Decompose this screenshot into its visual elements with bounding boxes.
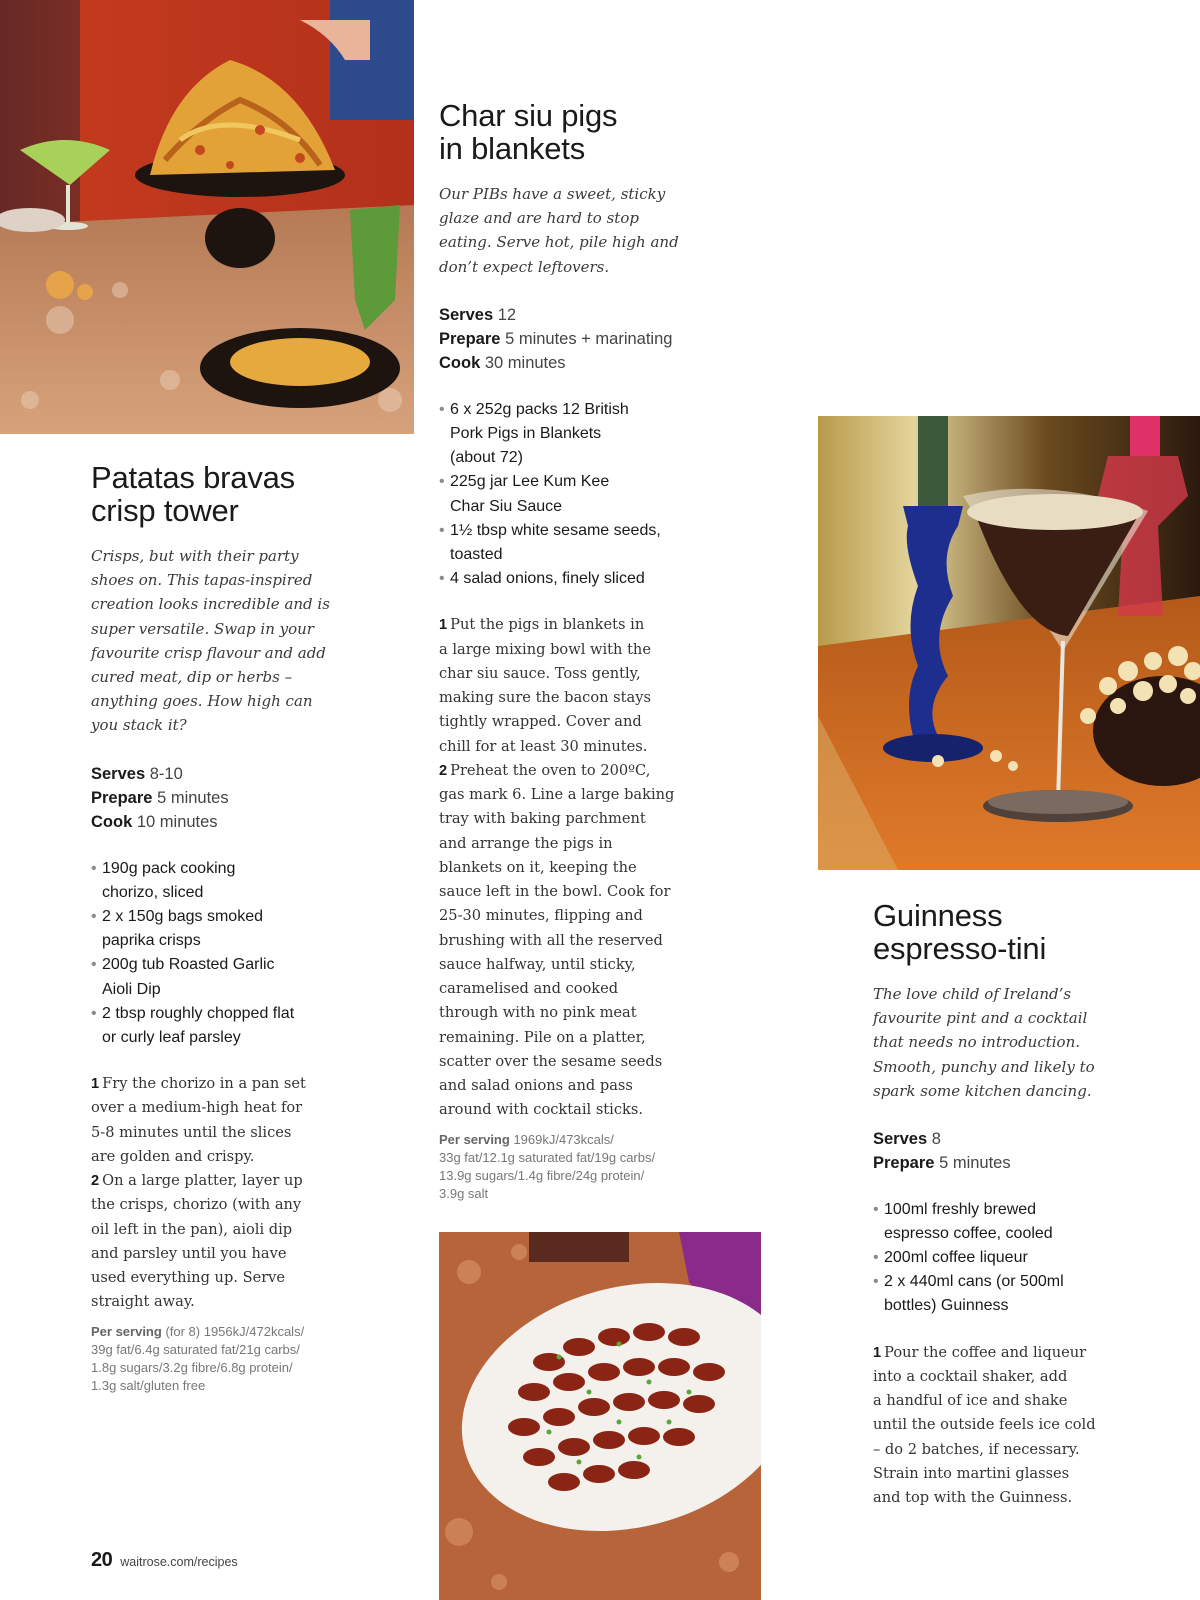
title-line: crisp tower: [91, 493, 239, 528]
cook-label: Cook: [91, 813, 133, 832]
ingredient-line: 2 tbsp roughly chopped flat: [102, 1004, 295, 1022]
recipe-guinness-espresso-tini: [873, 899, 1193, 1510]
cook-value: 10 minutes: [136, 813, 218, 832]
ingredient-item: [439, 470, 759, 518]
step-line: Pour the coffee and liqueur: [884, 1343, 1087, 1361]
ingredient-line: 100ml freshly brewed: [884, 1200, 1037, 1218]
step-line: the crisps, chorizo (with any: [91, 1196, 302, 1214]
ingredient-item: [439, 398, 759, 471]
step-line: and arrange the pigs in: [439, 834, 613, 852]
ingredient-item: [91, 857, 411, 905]
prepare-value: 5 minutes: [939, 1154, 1011, 1173]
step-line: sauce left in the bowl. Cook for: [439, 883, 671, 901]
nutrition-line: (for 8) 1956kJ/472kcals/: [161, 1323, 305, 1339]
ingredient-line: toasted: [450, 545, 503, 563]
ingredient-line: 4 salad onions, finely sliced: [450, 570, 645, 588]
step-line: char siu sauce. Toss gently,: [439, 664, 641, 682]
step-number: 1: [91, 1076, 100, 1093]
step-line: scatter over the sesame seeds: [439, 1052, 663, 1070]
step-line: – do 2 batches, if necessary.: [873, 1440, 1080, 1458]
step-line: over a medium-high heat for: [91, 1099, 303, 1117]
method-steps: [873, 1341, 1193, 1511]
nutrition-label: Per serving: [439, 1131, 510, 1147]
recipe-meta: [91, 762, 411, 835]
ingredient-line: chorizo, sliced: [102, 883, 204, 901]
method-step: [439, 613, 759, 759]
crisp-tower-photo: [0, 0, 414, 434]
step-line: On a large platter, layer up: [102, 1172, 303, 1190]
nutrition-line: 39g fat/6.4g saturated fat/21g carbs/: [91, 1341, 300, 1357]
ingredient-item: [91, 905, 411, 953]
step-line: a large mixing bowl with the: [439, 640, 651, 658]
step-line: 25-30 minutes, flipping and: [439, 907, 643, 925]
step-line: around with cocktail sticks.: [439, 1101, 643, 1119]
ingredient-item: [439, 567, 759, 591]
ingredient-line: paprika crisps: [102, 932, 201, 950]
step-line: chill for at least 30 minutes.: [439, 737, 648, 755]
ingredient-line: Pork Pigs in Blankets: [450, 424, 602, 442]
prepare-label: Prepare: [91, 788, 153, 807]
step-line: tightly wrapped. Cover and: [439, 713, 642, 731]
ingredient-line: bottles) Guinness: [884, 1297, 1009, 1315]
prepare-value: 5 minutes: [157, 788, 229, 807]
nutrition-line: 1.8g sugars/3.2g fibre/6.8g protein/: [91, 1359, 293, 1375]
ingredient-item: [873, 1246, 1193, 1270]
ingredient-list: [873, 1198, 1193, 1319]
method-step: [91, 1072, 411, 1169]
step-line: a handful of ice and shake: [873, 1392, 1068, 1410]
step-line: Preheat the oven to 200ºC,: [450, 761, 651, 779]
step-line: brushing with all the reserved: [439, 931, 663, 949]
title-line: Patatas bravas: [91, 460, 295, 495]
method-steps: [439, 613, 759, 1122]
serves-value: 12: [497, 305, 517, 324]
step-line: and salad onions and pass: [439, 1077, 633, 1095]
step-number: 1: [439, 617, 448, 634]
step-line: Put the pigs in blankets in: [450, 616, 645, 634]
title-line: Guinness: [873, 898, 1003, 933]
ingredient-line: 190g pack cooking: [102, 859, 236, 877]
nutrition-info: [91, 1323, 411, 1395]
nutrition-line: 33g fat/12.1g saturated fat/19g carbs/: [439, 1149, 656, 1165]
step-line: until the outside feels ice cold: [873, 1416, 1096, 1434]
recipe-meta: [873, 1127, 1193, 1176]
method-step: [91, 1169, 411, 1315]
ingredient-list: [91, 857, 411, 1051]
step-line: caramelised and cooked: [439, 980, 619, 998]
step-line: through with no pink meat: [439, 1004, 637, 1022]
title-line: Char siu pigs: [439, 98, 618, 133]
serves-value: 8: [931, 1130, 941, 1149]
serves-label: Serves: [91, 764, 146, 783]
pigs-in-blankets-photo: [439, 1232, 761, 1600]
serves-label: Serves: [439, 305, 494, 324]
ingredient-line: Aioli Dip: [102, 980, 161, 998]
step-number: 2: [439, 762, 448, 779]
ingredient-list: [439, 398, 759, 592]
title-line: in blankets: [439, 131, 586, 166]
step-line: used everything up. Serve: [91, 1269, 286, 1287]
nutrition-line: 3.9g salt: [439, 1185, 489, 1201]
ingredient-line: or curly leaf parsley: [102, 1028, 241, 1046]
title-line: espresso-tini: [873, 931, 1047, 966]
nutrition-line: 13.9g sugars/1.4g fibre/24g protein/: [439, 1167, 645, 1183]
nutrition-line: 1969kJ/473kcals/: [509, 1131, 614, 1147]
prepare-value: 5 minutes + marinating: [505, 330, 673, 349]
recipe-meta: [439, 303, 759, 376]
nutrition-label: Per serving: [91, 1323, 162, 1339]
step-line: Strain into martini glasses: [873, 1464, 1070, 1482]
page-number: 20: [91, 1549, 113, 1571]
recipe-title: [873, 899, 1193, 965]
step-line: sauce halfway, until sticky,: [439, 955, 636, 973]
step-line: into a cocktail shaker, add: [873, 1367, 1068, 1385]
step-line: remaining. Pile on a platter,: [439, 1028, 646, 1046]
step-line: Fry the chorizo in a pan set: [102, 1075, 306, 1093]
recipe-intro: The love child of Ireland’s favourite pint and a cocktail that needs no introduction. Smooth, punchy and likely to spark some kitchen dancing.: [873, 985, 1095, 1100]
ingredient-item: [439, 519, 759, 567]
page-footer: [91, 1549, 238, 1572]
step-number: 1: [873, 1344, 882, 1361]
ingredient-item: [873, 1270, 1193, 1318]
ingredient-line: 6 x 252g packs 12 British: [450, 400, 629, 418]
ingredient-line: 2 x 150g bags smoked: [102, 907, 263, 925]
nutrition-info: [439, 1131, 759, 1203]
step-line: making sure the bacon stays: [439, 689, 651, 707]
nutrition-line: 1.3g salt/gluten free: [91, 1377, 206, 1393]
prepare-label: Prepare: [873, 1154, 935, 1173]
serves-value: 8-10: [149, 764, 183, 783]
step-number: 2: [91, 1173, 100, 1190]
step-line: oil left in the pan), aioli dip: [91, 1220, 293, 1238]
ingredient-line: 200ml coffee liqueur: [884, 1249, 1028, 1267]
step-line: are golden and crispy.: [91, 1147, 255, 1165]
step-line: blankets on it, keeping the: [439, 858, 637, 876]
step-line: tray with baking parchment: [439, 810, 646, 828]
ingredient-line: (about 72): [450, 449, 523, 467]
ingredient-line: 2 x 440ml cans (or 500ml: [884, 1273, 1064, 1291]
step-line: straight away.: [91, 1293, 195, 1311]
step-line: gas mark 6. Line a large baking: [439, 786, 675, 804]
step-line: and top with the Guinness.: [873, 1489, 1073, 1507]
recipe-intro: Crisps, but with their party shoes on. This tapas-inspired creation looks incredible and is super versatile. Swap in your favourite crisp flavour and add cured meat, dip or herbs – anything goes. How high can you stack it?: [91, 547, 330, 735]
step-line: and parsley until you have: [91, 1244, 287, 1262]
ingredient-item: [873, 1198, 1193, 1246]
ingredient-line: Char Siu Sauce: [450, 497, 563, 515]
recipe-title: [91, 461, 411, 527]
recipes-url[interactable]: waitrose.com/recipes: [120, 1555, 238, 1569]
cook-value: 30 minutes: [484, 354, 566, 373]
step-line: 5-8 minutes until the slices: [91, 1123, 292, 1141]
ingredient-line: 1½ tbsp white sesame seeds,: [450, 521, 661, 539]
recipe-char-siu-pigs: [439, 99, 759, 1203]
ingredient-line: espresso coffee, cooled: [884, 1224, 1053, 1242]
method-step: [439, 759, 759, 1123]
ingredient-line: 200g tub Roasted Garlic: [102, 956, 275, 974]
recipe-patatas-bravas: [91, 461, 411, 1395]
recipe-intro: Our PIBs have a sweet, sticky glaze and are hard to stop eating. Serve hot, pile high and don’t expect leftovers.: [439, 185, 679, 276]
ingredient-item: [91, 1002, 411, 1050]
method-step: [873, 1341, 1193, 1511]
espresso-tini-photo: [818, 416, 1200, 870]
prepare-label: Prepare: [439, 330, 501, 349]
method-steps: [91, 1072, 411, 1315]
recipe-title: [439, 99, 759, 165]
ingredient-line: 225g jar Lee Kum Kee: [450, 473, 610, 491]
ingredient-item: [91, 953, 411, 1001]
serves-label: Serves: [873, 1130, 928, 1149]
cook-label: Cook: [439, 354, 481, 373]
